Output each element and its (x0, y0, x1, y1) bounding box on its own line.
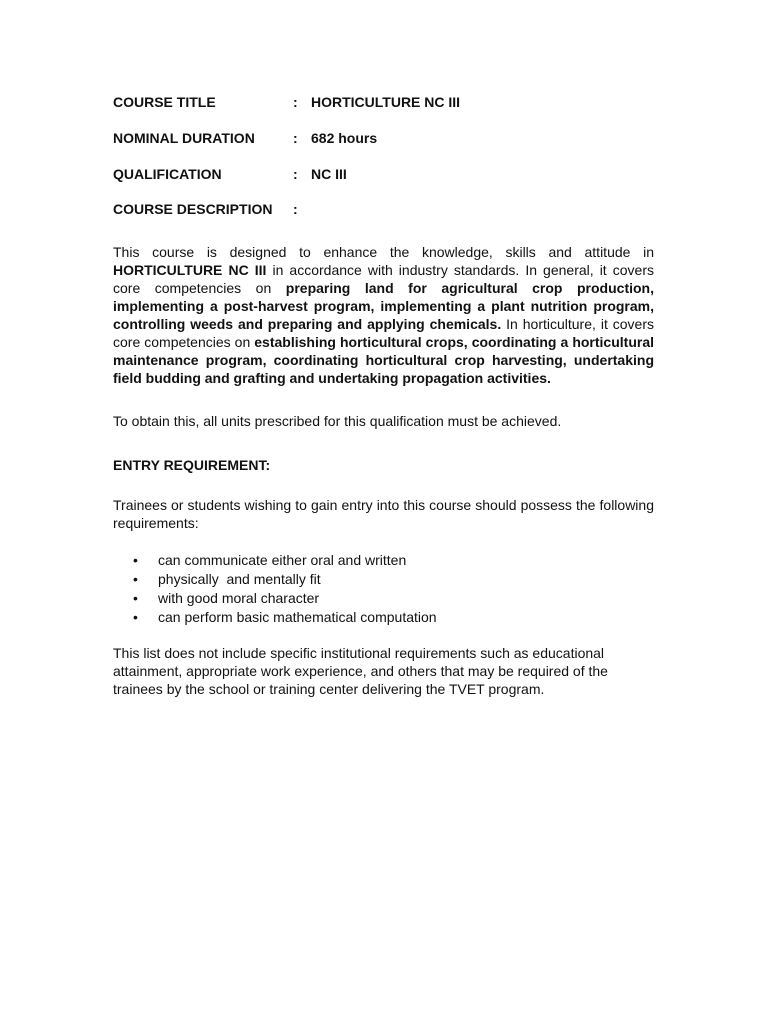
list-item-text: can communicate either oral and written (158, 552, 407, 568)
nominal-duration-value: 682 hours (311, 130, 378, 146)
description-text: in accordance with industry standards. In general, it covers core competencies on (113, 262, 654, 296)
course-title-label: COURSE TITLE (113, 94, 216, 110)
entry-requirement-heading: ENTRY REQUIREMENT: (113, 457, 271, 473)
closing-paragraph: This list does not include specific institutional requirements such as educational attainment, appropriate work experience, and others that may be required of the trainees by the school or training center delivering the TVET program. (113, 645, 608, 697)
entry-intro-paragraph: Trainees or students wishing to gain entry into this course should possess the following requirements: (113, 497, 654, 531)
description-text: This course is designed to enhance the knowledge, skills and attitude in (113, 244, 654, 260)
field-colon: : (293, 130, 298, 146)
requirements-list (113, 551, 437, 627)
field-colon: : (293, 94, 298, 110)
list-item (113, 608, 437, 627)
description-emphasis: establishing horticultural crops, coordinating a horticultural maintenance program, coordinating horticultural crop harvesting, undertaking field budding and grafting and undertaking propagation activities. (113, 334, 654, 386)
list-item-text: can perform basic mathematical computation (158, 609, 437, 625)
field-colon: : (293, 166, 298, 182)
qualification-value: NC III (311, 166, 347, 182)
list-item-text: physically and mentally fit (158, 571, 321, 587)
course-description-paragraph (113, 243, 654, 387)
bullet-icon: • (133, 590, 138, 606)
bullet-icon: • (133, 571, 138, 587)
course-title-value: HORTICULTURE NC III (311, 94, 461, 110)
description-emphasis: HORTICULTURE NC III (113, 262, 267, 278)
description-text: In horticulture, it covers core competencies on (113, 316, 654, 350)
list-item (113, 551, 437, 570)
nominal-duration-label: NOMINAL DURATION (113, 130, 255, 146)
list-item-text: with good moral character (158, 590, 320, 606)
list-item (113, 589, 437, 608)
obtain-paragraph: To obtain this, all units prescribed for this qualification must be achieved. (113, 413, 562, 429)
list-item (113, 570, 437, 589)
bullet-icon: • (133, 609, 138, 625)
description-emphasis: preparing land for agricultural crop production, implementing a post-harvest program, implementing a plant nutrition program, controlling weeds and preparing and applying chemicals. (113, 280, 654, 332)
qualification-label: QUALIFICATION (113, 166, 222, 182)
field-colon: : (293, 201, 298, 217)
bullet-icon: • (133, 552, 138, 568)
course-description-label: COURSE DESCRIPTION (113, 201, 273, 217)
